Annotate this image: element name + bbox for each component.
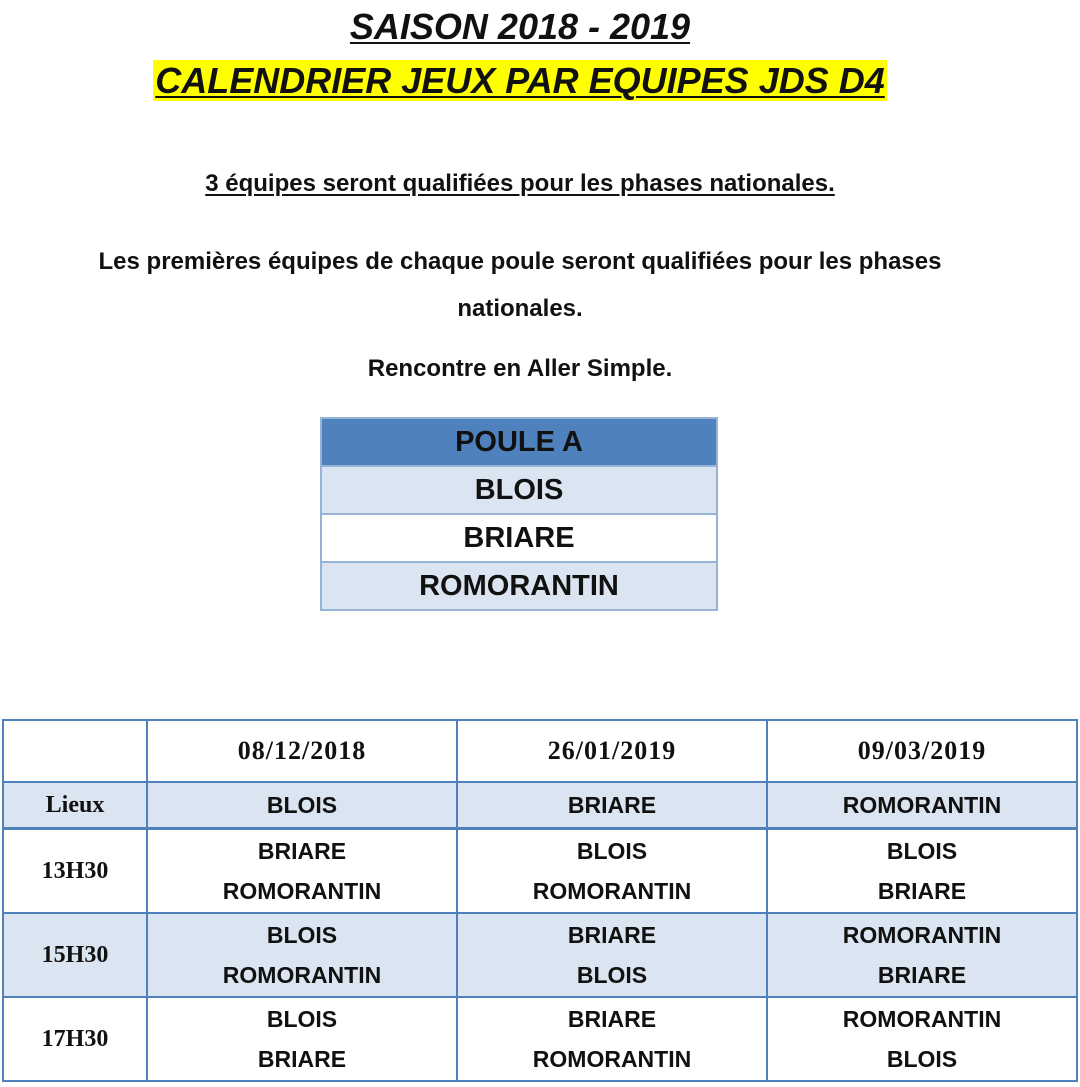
calendar-title-text: CALENDRIER JEUX PAR EQUIPES JDS D4 <box>155 60 885 101</box>
date-header: 08/12/2018 <box>147 720 457 782</box>
match-cell <box>457 829 767 914</box>
season-title-text: SAISON 2018 - 2019 <box>349 6 691 47</box>
match-cell <box>147 829 457 914</box>
time-slot-label: 15H30 <box>3 913 147 997</box>
venue-label: Lieux <box>3 782 147 829</box>
time-slot-row <box>3 829 1077 914</box>
date-header: 26/01/2019 <box>457 720 767 782</box>
corner-cell <box>3 720 147 782</box>
time-slot-label: 17H30 <box>3 997 147 1081</box>
time-slot-row <box>3 913 1077 997</box>
team-name: BRIARE <box>567 922 657 948</box>
team-name: BLOIS <box>576 838 648 864</box>
venue-cell: BLOIS <box>147 782 457 829</box>
time-slot-row <box>3 997 1077 1081</box>
team-name: BLOIS <box>266 1006 338 1032</box>
team-name: BRIARE <box>877 878 967 904</box>
match-format: Rencontre en Aller Simple. <box>367 355 673 382</box>
team-name: ROMORANTIN <box>842 1006 1002 1032</box>
date-header: 09/03/2019 <box>767 720 1077 782</box>
schedule-table <box>2 719 1078 1082</box>
poule-team: BLOIS <box>321 466 717 514</box>
qualified-count-text: 3 équipes seront qualifiées pour les phases nationales. <box>205 170 835 197</box>
team-name: ROMORANTIN <box>222 962 382 988</box>
team-name: ROMORANTIN <box>222 878 382 904</box>
match-cell <box>457 913 767 997</box>
poule-header: POULE A <box>321 418 717 466</box>
match-cell <box>767 913 1077 997</box>
team-name: ROMORANTIN <box>842 922 1002 948</box>
poule-team: ROMORANTIN <box>321 562 717 610</box>
match-cell <box>767 997 1077 1081</box>
match-cell <box>147 913 457 997</box>
team-name: BLOIS <box>576 962 648 988</box>
poule-table <box>320 417 718 611</box>
team-name: BLOIS <box>886 1046 958 1072</box>
team-name: BRIARE <box>877 962 967 988</box>
team-name: ROMORANTIN <box>532 1046 692 1072</box>
venue-cell: BRIARE <box>457 782 767 829</box>
venue-cell: ROMORANTIN <box>767 782 1077 829</box>
team-name: BRIARE <box>567 1006 657 1032</box>
qualification-rule: Les premières équipes de chaque poule seront qualifiées pour les phases nationales. <box>98 248 942 322</box>
qualified-count-note <box>0 170 1040 198</box>
season-title <box>0 6 1040 48</box>
team-name: ROMORANTIN <box>532 878 692 904</box>
match-cell <box>767 829 1077 914</box>
team-name: BRIARE <box>257 1046 347 1072</box>
poule-team: BRIARE <box>321 514 717 562</box>
team-name: BLOIS <box>266 922 338 948</box>
team-name: BLOIS <box>886 838 958 864</box>
match-cell <box>147 997 457 1081</box>
calendar-title <box>0 60 1040 102</box>
match-cell <box>457 997 767 1081</box>
team-name: BRIARE <box>257 838 347 864</box>
time-slot-label: 13H30 <box>3 829 147 914</box>
